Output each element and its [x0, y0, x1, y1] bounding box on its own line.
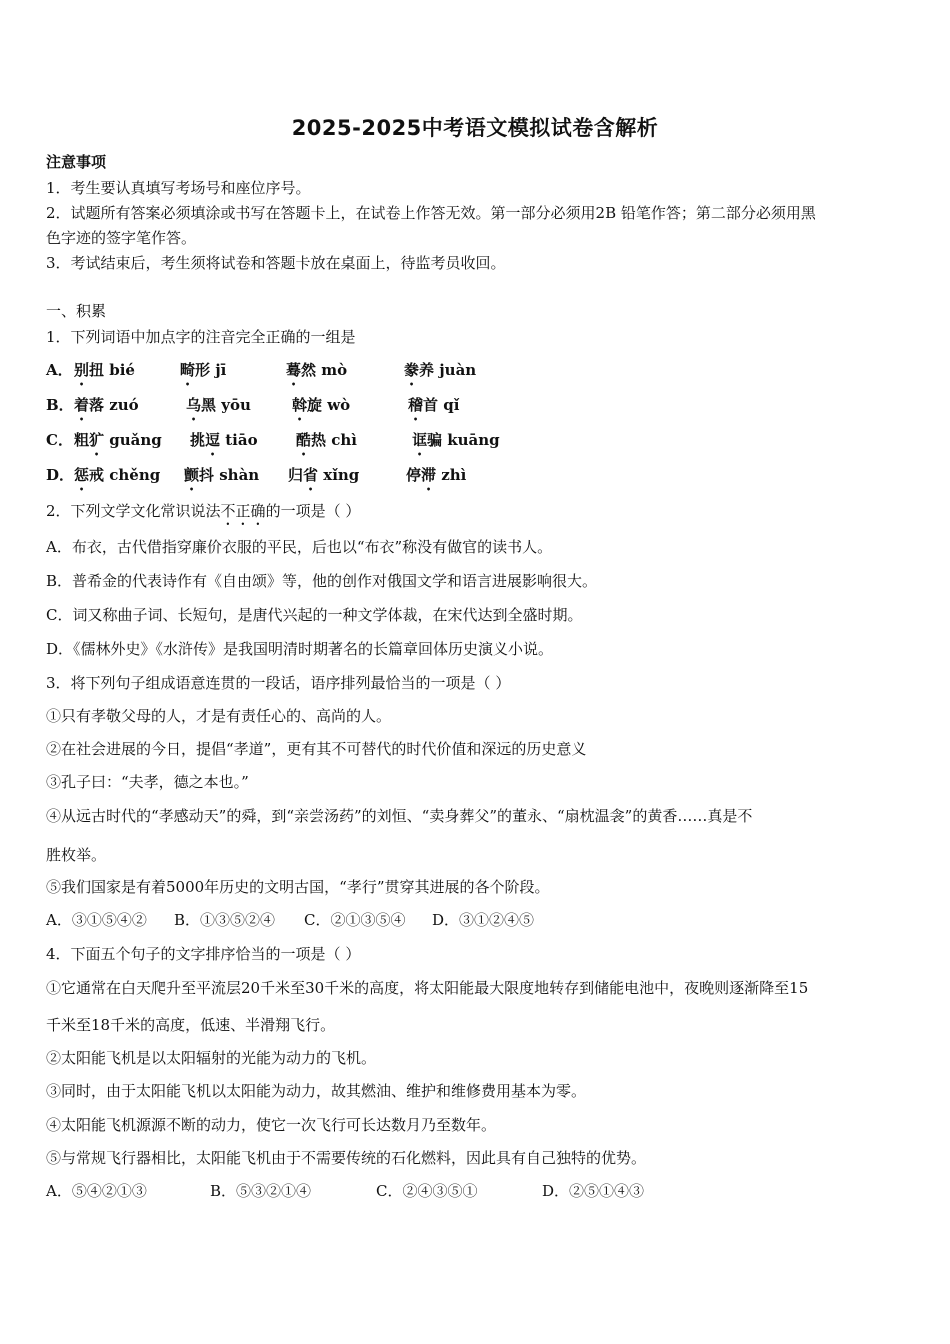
q1-word: 粗犷 guǎng: [74, 431, 162, 449]
q3-option: A．③①⑤④②: [46, 911, 147, 929]
q3-option: D．③①②④⑤: [432, 911, 535, 929]
q3-option: C．②①③⑤④: [304, 911, 406, 929]
q1-word: 颤抖 shàn: [184, 466, 260, 484]
q1-word: 畸形 jī: [180, 361, 227, 379]
notice-item: 色字迹的签字笔作答。: [46, 229, 197, 247]
notice-heading: 注意事项: [46, 153, 107, 171]
q4-option: D．②⑤①④③: [542, 1182, 645, 1200]
q1-word: 归省 xǐng: [288, 466, 360, 484]
question-4-stem: 4．下面五个句子的文字排序恰当的一项是（ ）: [46, 945, 361, 963]
question-3-stem: 3．将下列句子组成语意连贯的一段话，语序排列最恰当的一项是（ ）: [46, 674, 511, 692]
q3-sentence: ③孔子曰：“夫孝，德之本也。”: [46, 773, 249, 791]
q1-option-b: [46, 395, 460, 415]
q1-word: 停滞 zhì: [406, 466, 467, 484]
q3-sentence: ④从远古时代的“孝感动天”的舜，到“亲尝汤药”的刘恒、“卖身葬父”的董永、“扇枕温衾”的黄香……真是不: [46, 807, 753, 825]
q1-word: 乌黑 yōu: [186, 396, 251, 414]
q1-word: 别扭 bié: [74, 361, 135, 379]
q1-word: 挑逗 tiāo: [190, 431, 258, 449]
q3-sentence: 胜枚举。: [46, 846, 107, 864]
q3-sentence: ②在社会进展的今日，提倡“孝道”，更有其不可替代的时代价值和深远的历史意义: [46, 740, 587, 758]
q3-options: [46, 910, 535, 930]
q1-word: 稽首 qǐ: [408, 396, 460, 414]
option-label: D．: [46, 466, 75, 484]
q4-sentence: ④太阳能飞机源源不断的动力，使它一次飞行可长达数月乃至数年。: [46, 1116, 497, 1134]
q1-word: 蓦然 mò: [286, 361, 348, 379]
notice-item: 1．考生要认真填写考场号和座位序号。: [46, 179, 311, 197]
q1-option-a: [46, 360, 477, 380]
q4-option: C．②④③⑤①: [376, 1182, 478, 1200]
q1-word: 酷热 chì: [296, 431, 357, 449]
option-label: B．: [46, 396, 74, 414]
q1-option-c: [46, 430, 500, 450]
q4-options: [46, 1181, 645, 1201]
notice-item: 3．考试结束后，考生须将试卷和答题卡放在桌面上，待监考员收回。: [46, 254, 506, 272]
section-heading: 一、积累: [46, 302, 107, 320]
q4-sentence: ③同时，由于太阳能飞机以太阳能为动力，故其燃油、维护和维修费用基本为零。: [46, 1082, 587, 1100]
q2-option: B．普希金的代表诗作有《自由颂》等，他的创作对俄国文学和语言进展影响很大。: [46, 572, 598, 590]
q1-word: 诓骗 kuāng: [412, 431, 500, 449]
q1-word: 惩戒 chěng: [74, 466, 161, 484]
q3-option: B．①③⑤②④: [174, 911, 276, 929]
q3-sentence: ①只有孝敬父母的人，才是有责任心的、高尚的人。: [46, 707, 392, 725]
q4-option: B．⑤③②①④: [210, 1182, 312, 1200]
page-title: 2025-2025中考语文模拟试卷含解析: [291, 116, 659, 140]
q2-option: A．布衣，古代借指穿廉价衣服的平民，后也以“布衣”称没有做官的读书人。: [46, 538, 553, 556]
q2-option: D．《儒林外史》《水浒传》是我国明清时期著名的长篇章回体历史演义小说。: [46, 640, 554, 658]
q4-sentence: ⑤与常规飞行器相比，太阳能飞机由于不需要传统的石化燃料，因此具有自己独特的优势。: [46, 1149, 647, 1167]
q4-sentence: ②太阳能飞机是以太阳辐射的光能为动力的飞机。: [46, 1049, 377, 1067]
option-label: C．: [46, 431, 73, 449]
q2-option: C．词又称曲子词、长短句，是唐代兴起的一种文学体裁，在宋代达到全盛时期。: [46, 606, 583, 624]
question-1-stem: 1．下列词语中加点字的注音完全正确的一组是: [46, 328, 356, 346]
notice-item: 2．试题所有答案必须填涂或书写在答题卡上，在试卷上作答无效。第一部分必须用2B 铅笔作答；第二部分必须用黑: [46, 204, 816, 222]
q4-option: A．⑤④②①③: [46, 1182, 147, 1200]
q4-sentence: ①它通常在白天爬升至平流层20千米至30千米的高度，将太阳能最大限度地转存到储能电池中，夜晚则逐渐降至15: [46, 979, 809, 997]
q1-word: 斡旋 wò: [292, 396, 351, 414]
q1-option-d: [46, 465, 467, 485]
question-2-stem: 2．下列文学文化常识说法不正确的一项是（ ）: [46, 502, 361, 520]
q3-sentence: ⑤我们国家是有着5000年历史的文明古国，“孝行”贯穿其进展的各个阶段。: [46, 878, 550, 896]
q4-sentence: 千米至18千米的高度，低速、半滑翔飞行。: [46, 1016, 336, 1034]
option-label: A．: [46, 361, 73, 379]
q1-word: 着落 zuó: [74, 396, 139, 414]
q1-word: 豢养 juàn: [404, 361, 477, 379]
